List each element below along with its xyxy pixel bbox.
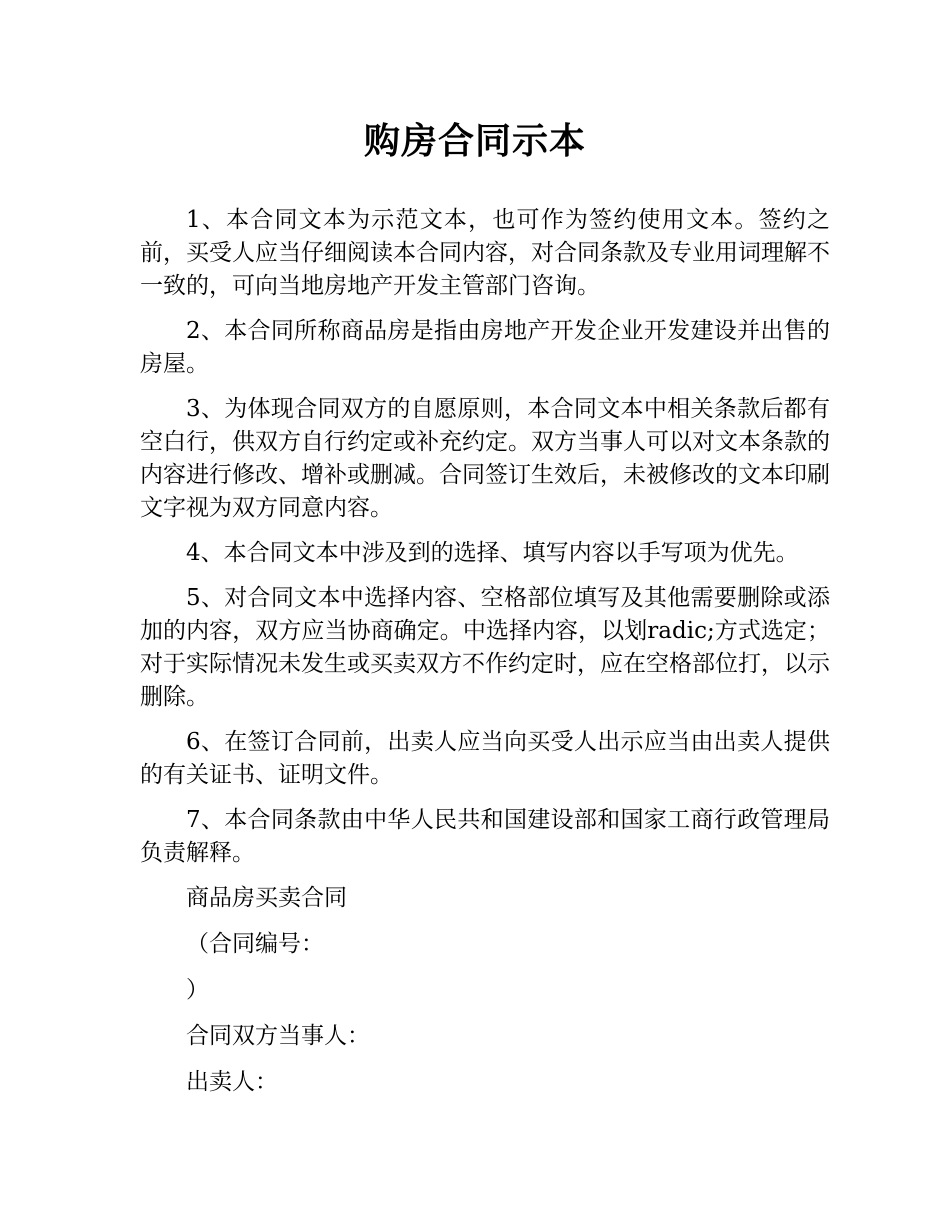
- contract-number-label: （合同编号：: [186, 931, 324, 957]
- clause-1: 1、本合同文本为示范文本，也可作为签约使用文本。签约之前，买受人应当仔细阅读本合同内容，对合同条款及专业用词理解不一致的，可向当地房地产开发主管部门咨询。: [140, 207, 830, 299]
- clause-4: 4、本合同文本中涉及到的选择、填写内容以手写项为优先。: [186, 540, 799, 566]
- clause-2: 2、本合同所称商品房是指由房地产开发企业开发建设并出售的房屋。: [140, 318, 830, 377]
- contract-number-close: ）: [186, 977, 209, 1003]
- contract-heading: 商品房买卖合同: [186, 885, 347, 911]
- parties-label: 合同双方当事人：: [186, 1023, 370, 1049]
- seller-label: 出卖人：: [186, 1069, 278, 1095]
- document-title: 购房合同示本: [363, 121, 586, 162]
- clause-3: 3、为体现合同双方的自愿原则，本合同文本中相关条款后都有空白行，供双方自行约定或补充约定。双方当事人可以对文本条款的内容进行修改、增补或删减。合同签订生效后，未被修改的文本印刷文字视为双方同意内容。: [140, 396, 830, 521]
- document-body: [140, 204, 830, 1112]
- clause-6: 6、在签订合同前，出卖人应当向买受人出示应当由出卖人提供的有关证书、证明文件。: [140, 729, 830, 788]
- clause-5: 5、对合同文本中选择内容、空格部位填写及其他需要删除或添加的内容，双方应当协商确定。中选择内容，以划radic;方式选定；对于实际情况未发生或买卖双方不作约定时，应在空格部位打，以示删除。: [140, 585, 830, 710]
- clause-7: 7、本合同条款由中华人民共和国建设部和国家工商行政管理局负责解释。: [140, 807, 830, 866]
